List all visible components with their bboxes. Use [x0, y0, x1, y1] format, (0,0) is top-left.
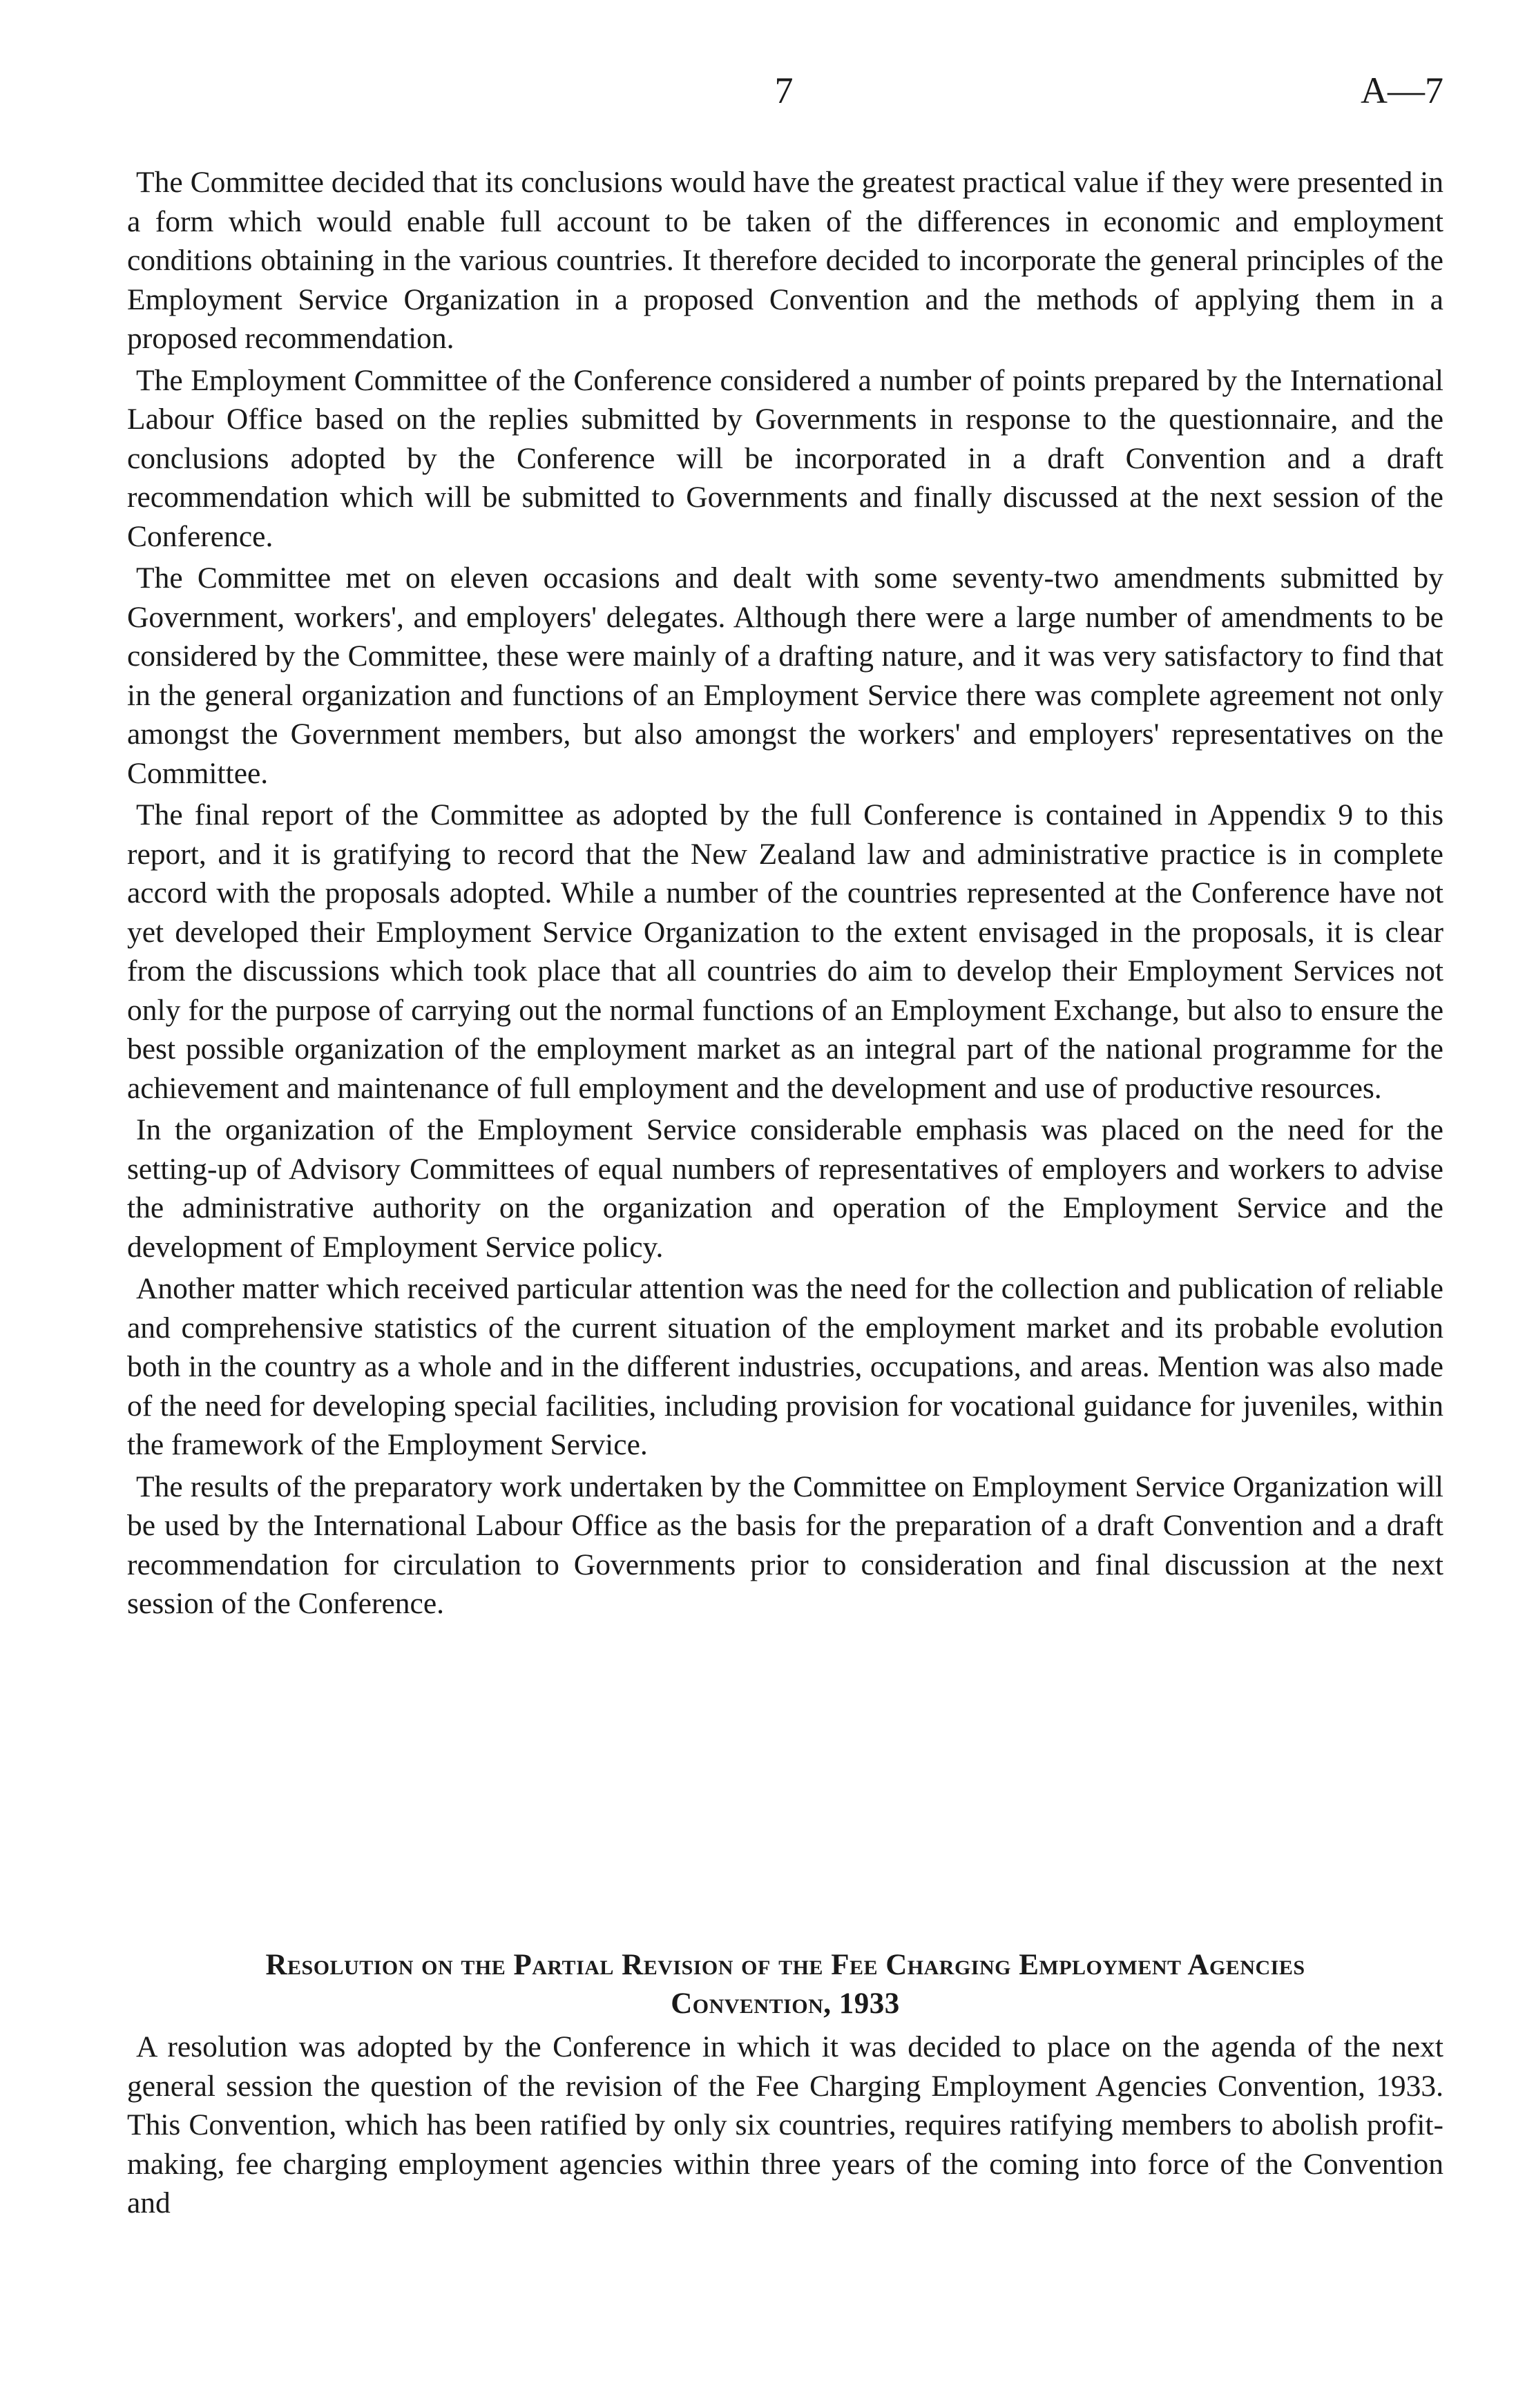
paragraph-7: The results of the preparatory work undertaken by the Committee on Employment Service Organization will be used by the International Labour Office as the basis for the preparation of a draft Convention and a draft recommendation for circulation to Governments prior to consideration and final discussion at the next session of the Conference. — [127, 1470, 1443, 1620]
paragraph-5: In the organization of the Employment Service considerable emphasis was placed on the need for the setting-up of Advisory Committees of equal numbers of representatives of employers and workers to advise the administrative authority on the organization and operation of the Employment Service and the development of Employment Service policy. — [127, 1113, 1443, 1264]
page-header — [124, 69, 1443, 124]
paragraph-3: The Committee met on eleven occasions and dealt with some seventy-two amendments submitted by Government, workers', and employers' delegates. Although there were a large number of amendments to be considered by the Committee, these were mainly of a drafting nature, and it was very satisfactory to find that in the general organization and functions of an Employment Service there was complete agreement not only amongst the Government members, but also amongst the workers' and employers' representatives on the Committee. — [127, 561, 1443, 790]
paragraph-4: The final report of the Committee as adopted by the full Conference is contained in Appendix 9 to this report, and it is gratifying to record that the New Zealand law and administrative practice is in complete accord with the proposals adopted. While a number of the countries represented at the Conference have not yet developed their Employment Service Organization to the extent envisaged in the proposals, it is clear from the discussions which took place that all countries do aim to develop their Employment Services not only for the purpose of carrying out the normal functions of an Employment Exchange, but also to ensure the best possible organization of the employment market as an integral part of the national programme for the achievement and maintenance of full employment and the development and use of productive resources. — [127, 798, 1443, 1105]
section-text — [127, 2027, 1443, 2223]
document-reference: A—7 — [1361, 70, 1443, 111]
paragraph-6: Another matter which received particular attention was the need for the collection and publication of reliable and comprehensive statistics of the current situation of the employment market and its probable evolution both in the country as a whole and in the different industries, occupations, and areas. Mention was also made of the need for developing special facilities, including provision for vocational guidance for juveniles, within the framework of the Employment Service. — [127, 1272, 1443, 1461]
paragraph-1: The Committee decided that its conclusions would have the greatest practical value if they were presented in a form which would enable full account to be taken of the differences in economic and employment conditions obtaining in the various countries. It therefore decided to incorporate the general principles of the Employment Service Organization in a proposed Convention and the methods of applying them in a proposed recommendation. — [127, 166, 1443, 355]
body-text — [127, 163, 1443, 1626]
section-heading-line-2: Convention, 1933 — [671, 1987, 900, 2020]
page-number: 7 — [774, 70, 794, 111]
section-paragraph: A resolution was adopted by the Conference in which it was decided to place on the agenda of the next general session the question of the revision of the Fee Charging Employment Agencies Convention, 1933. This Convention, which has been ratified by only six countries, requires ratifying members to abolish profit-making, fee charging employment agencies within three years of the coming into force of the Convention and — [127, 2030, 1443, 2219]
paragraph-2: The Employment Committee of the Conference considered a number of points prepared by the International Labour Office based on the replies submitted by Governments in response to the questionnaire, and the conclusions adopted by the Conference will be incorporated in a draft Convention and a draft recommendation which will be submitted to Governments and finally discussed at the next session of the Conference. — [127, 363, 1443, 553]
section-heading — [127, 1946, 1443, 2023]
section-heading-line-1: Resolution on the Partial Revision of the Fee Charging Employment Agencies — [265, 1949, 1305, 1981]
